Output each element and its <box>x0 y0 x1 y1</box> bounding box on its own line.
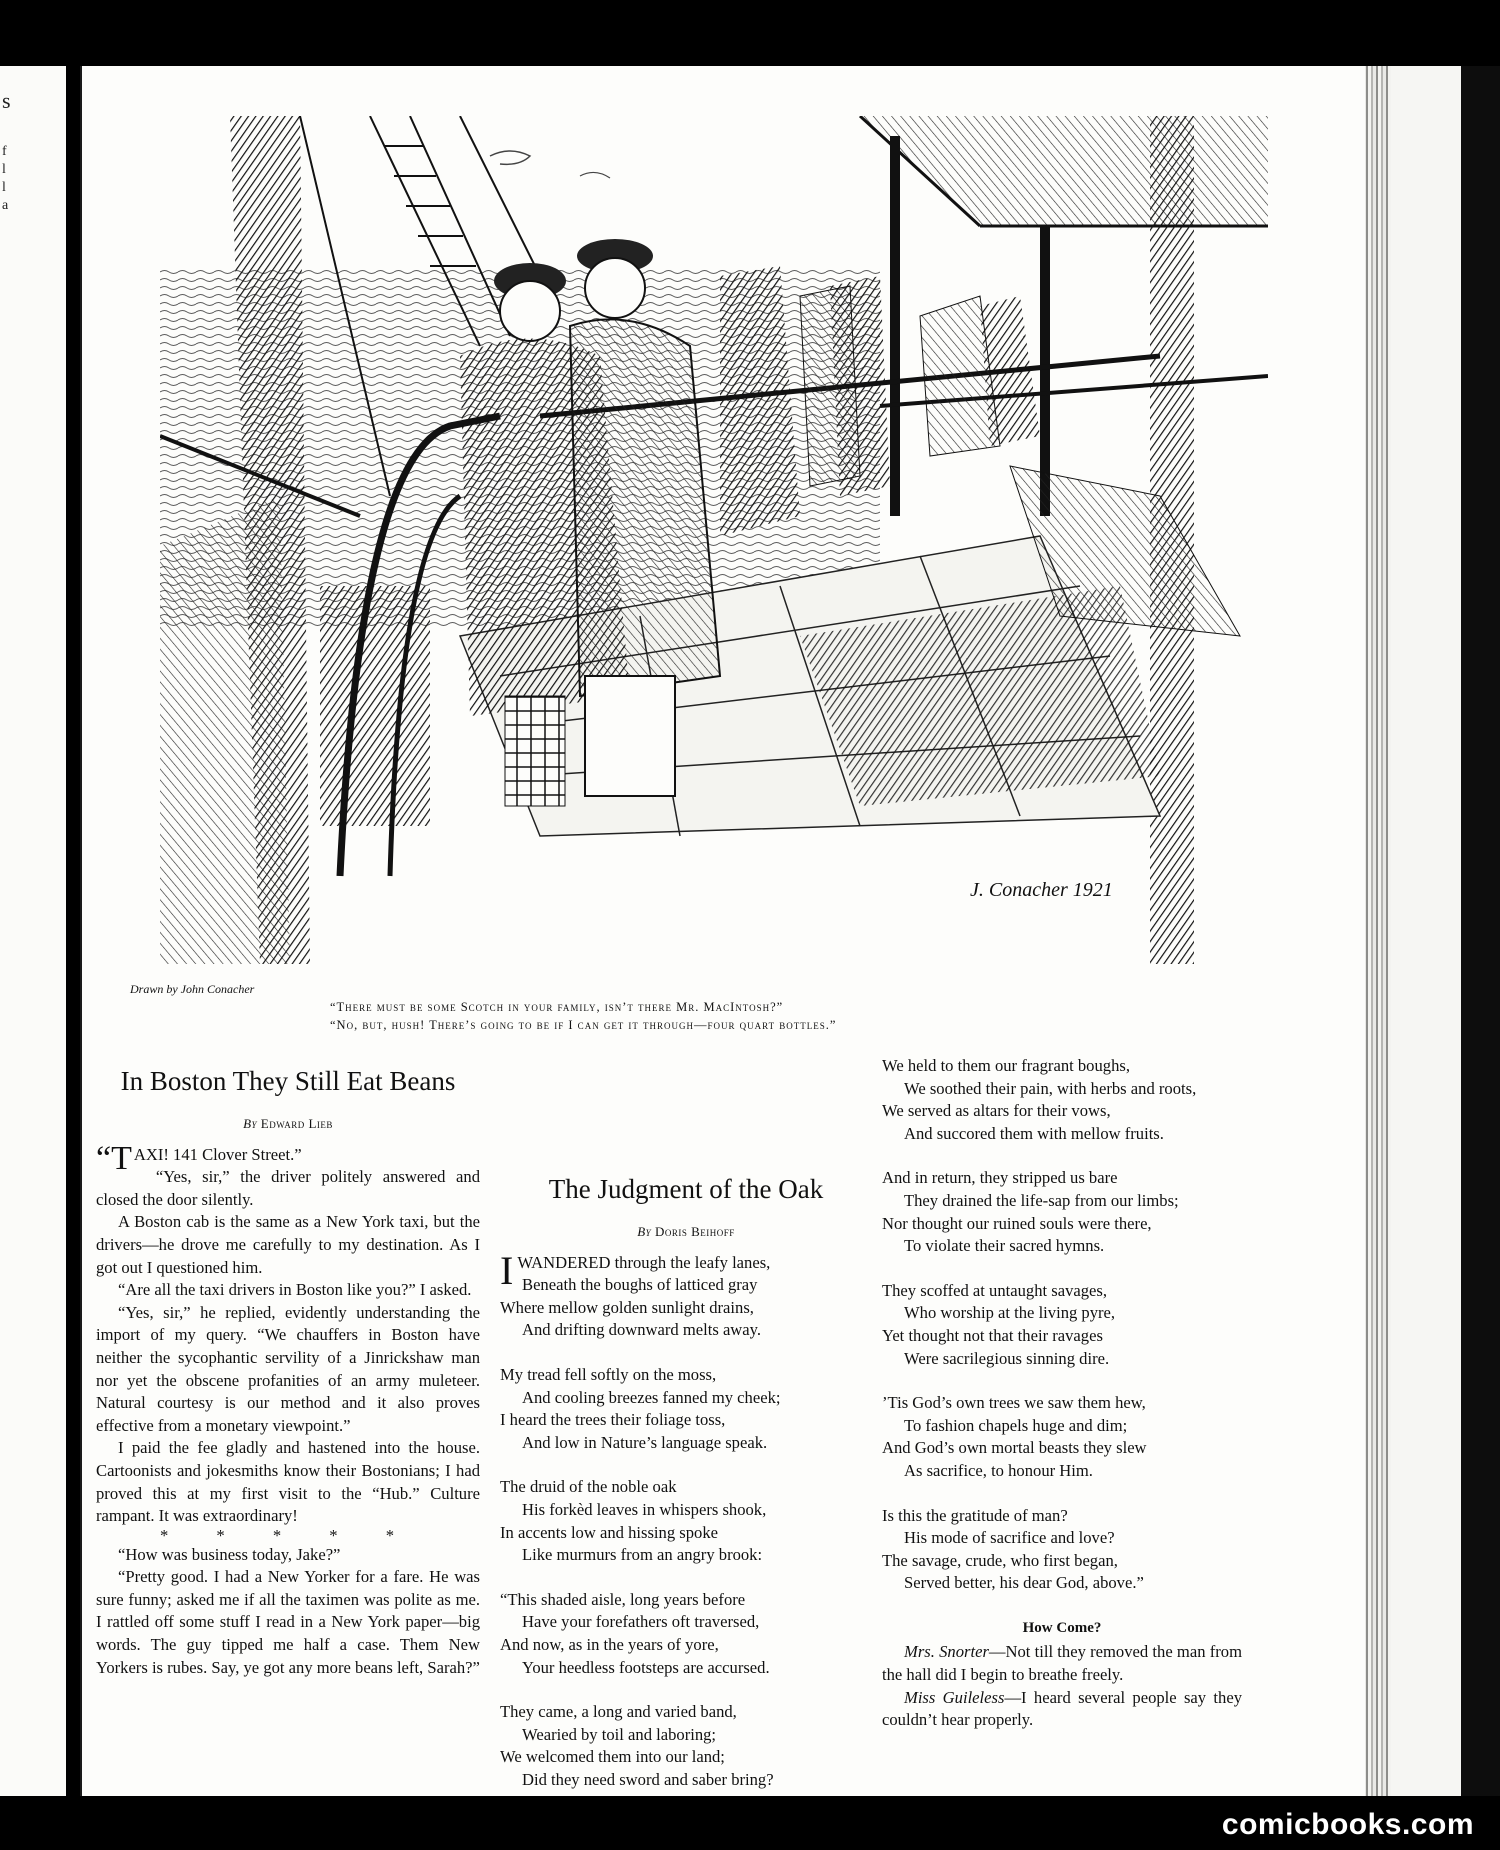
page-stack-edge <box>1363 66 1391 1796</box>
margin-fragment: f <box>2 144 7 159</box>
verse-line: We soothed their pain, with herbs and roots, <box>904 1078 1197 1098</box>
paragraph: A Boston cab is the same as a New York taxi, but the drivers—he drove me carefully to my destination. As I got out I questioned him. <box>96 1212 480 1277</box>
artist-signature: J. Conacher 1921 <box>970 879 1113 901</box>
verse-line: Were sacrilegious sinning dire. <box>904 1348 1110 1368</box>
article-title: The Judgment of the Oak <box>548 1174 824 1204</box>
poem-stanza <box>500 1364 872 1454</box>
paragraph: “Yes, sir,” the driver politely answered and closed the door silently. <box>96 1167 480 1209</box>
verse-line: My tread fell softly on the moss, <box>500 1364 717 1384</box>
poem-stanza <box>500 1701 872 1791</box>
verse-line: ’Tis God’s own trees we saw them hew, <box>882 1393 1146 1413</box>
paragraph: “Pretty good. I had a New Yorker for a fare. He was sure funny; asked me if all the taximen was polite as me. I rattled off some stuff I read in a New York paper—big words. The guy tipped me half a case. Them New Yorkers is rubes. Say, ye got any more beans left, Sarah?” <box>96 1567 480 1677</box>
article-byline: By Doris Beihoff <box>637 1224 735 1239</box>
paragraph: “How was business today, Jake?” <box>118 1544 341 1564</box>
column-3 <box>882 1055 1242 1732</box>
verse-line: I heard the trees their foliage toss, <box>500 1410 726 1430</box>
paragraph: “Yes, sir,” he replied, evidently understanding the import of my query. “We chauffers in Boston have neither the sycophantic servility of a Jinrickshaw man nor yet the obscene profanities of an army muleteer. Natural courtesy is our method and it also proves effective from a monetary viewpoint.” <box>96 1302 480 1435</box>
facing-page-sliver <box>1391 66 1461 1796</box>
cartoon-caption <box>330 998 1120 1034</box>
verse-line: Yet thought not that their ravages <box>882 1325 1103 1345</box>
paragraph: “Are all the taxi drivers in Boston like you?” I asked. <box>118 1280 472 1300</box>
verse-line: “This shaded aisle, long years before <box>500 1589 746 1609</box>
dialog-line: Miss Guileless—I heard several people say they couldn’t hear properly. <box>882 1687 1242 1730</box>
dialog-line: Mrs. Snorter—Not till they removed the man from the hall did I begin to breathe freely. <box>882 1642 1242 1685</box>
poem-stanza <box>882 1055 1242 1145</box>
verse-line: WANDERED through the leafy lanes, <box>517 1252 771 1272</box>
margin-fragment: a <box>2 198 9 213</box>
scan-top-border <box>0 0 1500 66</box>
verse-line: As sacrifice, to honour Him. <box>904 1460 1093 1480</box>
drop-cap: I <box>500 1247 514 1293</box>
verse-line: Like murmurs from an angry brook: <box>522 1545 763 1565</box>
verse-line: Served better, his dear God, above.” <box>904 1573 1144 1593</box>
caption-line: “There must be some Scotch in your family, isn’t there Mr. MacIntosh?” <box>330 1000 784 1014</box>
verse-line: Wearied by toil and laboring; <box>522 1724 717 1744</box>
margin-fragment: s <box>2 88 11 113</box>
verse-line: They came, a long and varied band, <box>500 1702 737 1722</box>
verse-line: And drifting downward melts away. <box>522 1320 762 1340</box>
column-1 <box>96 1055 480 1679</box>
column-2 <box>500 1055 872 1813</box>
margin-fragment: l <box>2 180 6 195</box>
poem-stanza <box>500 1589 872 1679</box>
illustration-credit: Drawn by John Conacher <box>130 982 255 996</box>
verse-line: And low in Nature’s language speak. <box>522 1432 768 1452</box>
verse-line: Where mellow golden sunlight drains, <box>500 1297 754 1317</box>
verse-line: Did they need sword and saber bring? <box>522 1769 774 1789</box>
winch-machinery <box>320 586 430 826</box>
verse-line: Is this the gratitude of man? <box>882 1505 1068 1525</box>
paragraph: “TAXI! 141 Clover Street.” <box>96 1139 302 1177</box>
site-watermark: comicbooks.com <box>1221 1808 1474 1841</box>
verse-line: They scoffed at untaught savages, <box>882 1280 1108 1300</box>
book-spine-edge <box>1363 66 1500 1796</box>
verse-line: We served as altars for their vows, <box>882 1101 1111 1121</box>
verse-line: To violate their sacred hymns. <box>904 1236 1105 1256</box>
verse-line: And God’s own mortal beasts they slew <box>882 1438 1147 1458</box>
verse-line: His mode of sacrifice and love? <box>904 1528 1115 1548</box>
verse-line: Who worship at the living pyre, <box>904 1303 1116 1323</box>
paragraph: I paid the fee gladly and hastened into the house. Cartoonists and jokesmiths know their Bostonians; I had proved this at my first visit to the “Hub.” Culture rampant. It was extraordinary! <box>96 1438 480 1526</box>
verse-line: They drained the life-sap from our limbs; <box>904 1190 1179 1210</box>
column-2-continuation-space <box>500 1055 872 1163</box>
poem-stanza <box>882 1505 1242 1595</box>
poem-stanza <box>882 1280 1242 1370</box>
article-title: In Boston They Still Eat Beans <box>120 1066 456 1096</box>
poem-stanza <box>500 1476 872 1566</box>
verse-line: We held to them our fragrant boughs, <box>882 1056 1130 1075</box>
verse-line: His forkèd leaves in whispers shook, <box>522 1499 767 1519</box>
verse-line: And now, as in the years of yore, <box>500 1634 719 1654</box>
previous-page-edge <box>0 66 66 1796</box>
verse-line: To fashion chapels huge and dim; <box>904 1415 1128 1435</box>
verse-line: Nor thought our ruined souls were there, <box>882 1213 1152 1233</box>
verse-line: Your heedless footsteps are accursed. <box>522 1657 770 1677</box>
verse-line: Have your forefathers oft traversed, <box>522 1612 760 1632</box>
verse-line: The druid of the noble oak <box>500 1477 677 1497</box>
verse-line: In accents low and hissing spoke <box>500 1522 718 1542</box>
verse-line: And succored them with mellow fruits. <box>904 1123 1164 1143</box>
margin-fragment: l <box>2 162 6 177</box>
poem-stanza <box>882 1167 1242 1257</box>
verse-line: Beneath the boughs of latticed gray <box>522 1275 758 1295</box>
verse-line: And cooling breezes fanned my cheek; <box>522 1387 781 1407</box>
section-break: * * * * * <box>159 1525 417 1545</box>
cartoon-illustration <box>160 116 1268 964</box>
verse-line: And in return, they stripped us bare <box>882 1168 1118 1188</box>
verse-line: We welcomed them into our land; <box>500 1747 725 1767</box>
article-byline: By Edward Lieb <box>243 1116 333 1131</box>
article-title: How Come? <box>1022 1619 1102 1636</box>
poem-stanza <box>500 1247 872 1342</box>
poem-stanza <box>882 1392 1242 1482</box>
verse-line: The savage, crude, who first began, <box>882 1550 1118 1570</box>
caption-line: “No, but, hush! There’s going to be if I can get it through—four quart bottles.” <box>330 1018 837 1032</box>
